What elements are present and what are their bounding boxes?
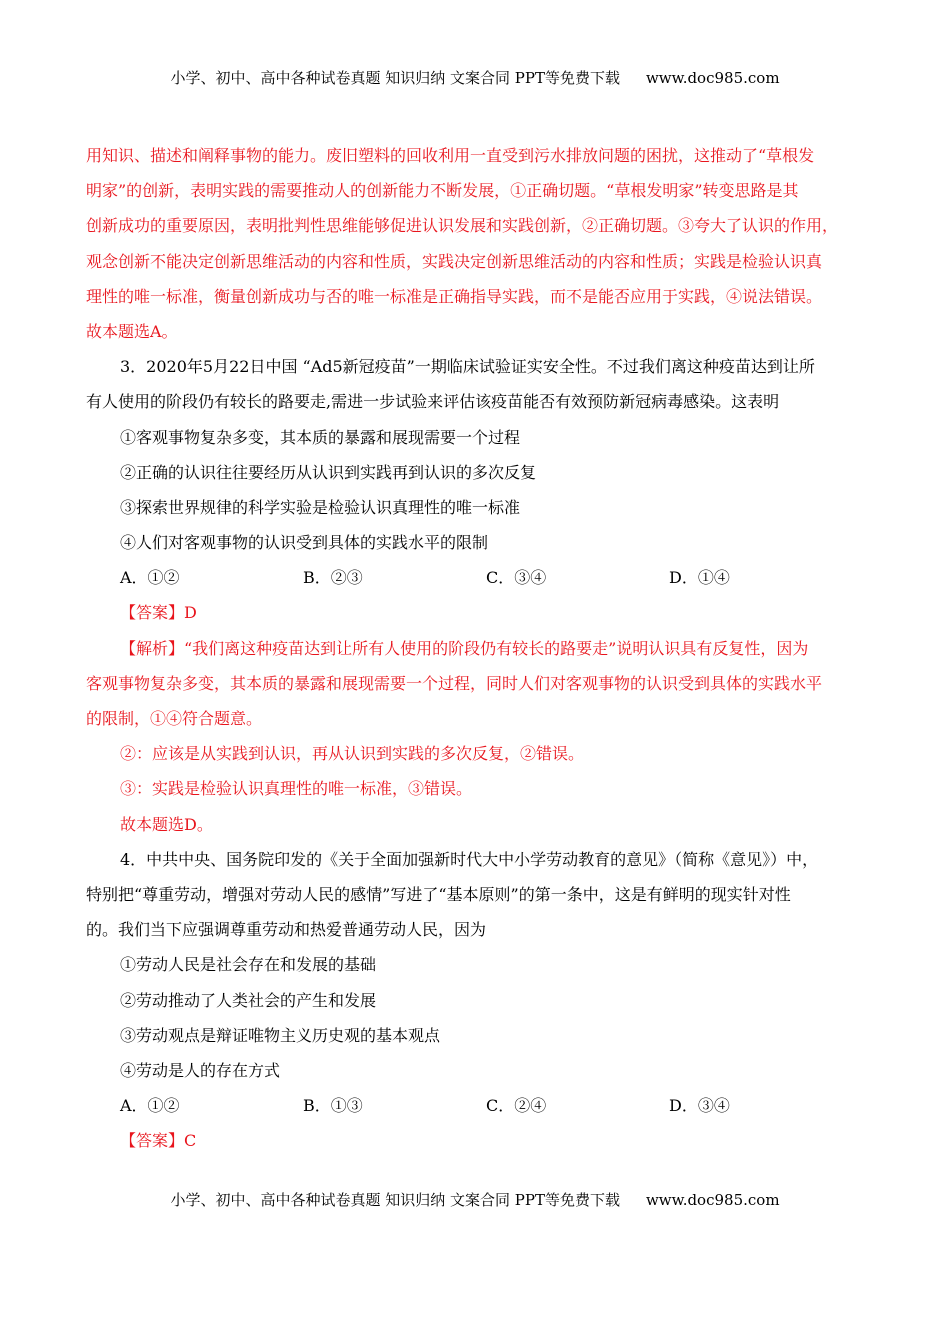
option-c[interactable]: C．②④ xyxy=(486,1096,547,1116)
option-d[interactable]: D．①④ xyxy=(669,568,730,588)
explanation-line: 明家”的创新，表明实践的需要推动人的创新能力不断发展，①正确切题。“草根发明家”转变思路是其 xyxy=(86,181,799,201)
options-row xyxy=(86,1088,876,1123)
footer-url[interactable]: www.doc985.com xyxy=(645,1191,780,1209)
statement-2: ②正确的认识往往要经历从认识到实践再到认识的多次反复 xyxy=(120,462,537,482)
question-4 xyxy=(86,842,876,1159)
statement-3: ③探索世界规律的科学实验是检验认识真理性的唯一标准 xyxy=(120,497,521,517)
statement-3: ③劳动观点是辩证唯物主义历史观的基本观点 xyxy=(120,1025,441,1045)
footer-text: 小学、初中、高中各种试卷真题 知识归纳 文案合同 PPT等免费下载 xyxy=(170,1191,620,1209)
page-footer xyxy=(0,1190,950,1210)
answer xyxy=(86,595,876,630)
statement-4: ④人们对客观事物的认识受到具体的实践水平的限制 xyxy=(120,533,489,553)
analysis-line: 的限制，①④符合题意。 xyxy=(86,709,263,728)
document-body xyxy=(86,138,876,1158)
question-3 xyxy=(86,349,876,842)
answer-value: D xyxy=(184,603,197,623)
statement-1: ①客观事物复杂多变，其本质的暴露和展现需要一个过程 xyxy=(120,427,521,447)
analysis-line: 故本题选D。 xyxy=(120,814,213,834)
option-a[interactable]: A．①② xyxy=(120,1096,180,1116)
page-header xyxy=(0,68,950,88)
explanation-line: 观念创新不能决定创新思维活动的内容和性质，实践决定创新思维活动的内容和性质；实践是检验认识真 xyxy=(86,251,823,271)
answer xyxy=(86,1123,876,1158)
option-d[interactable]: D．③④ xyxy=(669,1096,730,1116)
explanation-line: 故本题选A。 xyxy=(86,321,178,341)
answer-label: 【答案】 xyxy=(120,1131,185,1151)
statement-1: ①劳动人民是社会存在和发展的基础 xyxy=(120,955,377,975)
explanation-line: 用知识、描述和阐释事物的能力。废旧塑料的回收利用一直受到污水排放问题的困扰，这推动了“草根发 xyxy=(86,146,815,165)
answer-label: 【答案】 xyxy=(120,603,185,623)
analysis-line: 客观事物复杂多变，其本质的暴露和展现需要一个过程，同时人们对客观事物的认识受到具体的实践水平 xyxy=(86,673,823,693)
prev-explanation xyxy=(86,138,876,349)
analysis-line: ③：实践是检验认识真理性的唯一标准，③错误。 xyxy=(120,779,473,799)
question-stem-line: 的。我们当下应强调尊重劳动和热爱普通劳动人民，因为 xyxy=(86,920,487,940)
option-a[interactable]: A．①② xyxy=(120,568,180,588)
question-stem-line: 3．2020年5月22日中国 “Ad5新冠疫苗”一期临床试验证实安全性。不过我们离这种疫苗达到让所 xyxy=(120,357,815,377)
option-b[interactable]: B．②③ xyxy=(303,568,363,588)
question-stem-line: 有人使用的阶段仍有较长的路要走,需进一步试验来评估该疫苗能否有效预防新冠病毒感染。这表明 xyxy=(86,392,780,412)
analysis-line: ②：应该是从实践到认识，再从认识到实践的多次反复，②错误。 xyxy=(120,744,585,764)
statement-4: ④劳动是人的存在方式 xyxy=(120,1060,281,1080)
explanation-line: 理性的唯一标准，衡量创新成功与否的唯一标准是正确指导实践，而不是能否应用于实践，④说法错误。 xyxy=(86,286,823,306)
header-text: 小学、初中、高中各种试卷真题 知识归纳 文案合同 PPT等免费下载 xyxy=(170,69,620,87)
explanation-line: 创新成功的重要原因，表明批判性思维能够促进认识发展和实践创新，②正确切题。③夸大了认识的作用， xyxy=(86,216,839,236)
analysis-line: 【解析】“我们离这种疫苗达到让所有人使用的阶段仍有较长的路要走”说明认识具有反复性，因为 xyxy=(120,638,809,658)
statement-2: ②劳动推动了人类社会的产生和发展 xyxy=(120,990,377,1010)
question-stem-line: 特别把“尊重劳动，增强对劳动人民的感情”写进了“基本原则”的第一条中，这是有鲜明的现实针对性 xyxy=(86,884,791,904)
options-row xyxy=(86,560,876,595)
question-stem-line: 4．中共中央、国务院印发的《关于全面加强新时代大中小学劳动教育的意见》（简称《意见》）中， xyxy=(120,849,819,869)
header-url[interactable]: www.doc985.com xyxy=(645,69,780,87)
answer-value: C xyxy=(184,1131,197,1151)
option-b[interactable]: B．①③ xyxy=(303,1096,363,1116)
option-c[interactable]: C．③④ xyxy=(486,568,547,588)
